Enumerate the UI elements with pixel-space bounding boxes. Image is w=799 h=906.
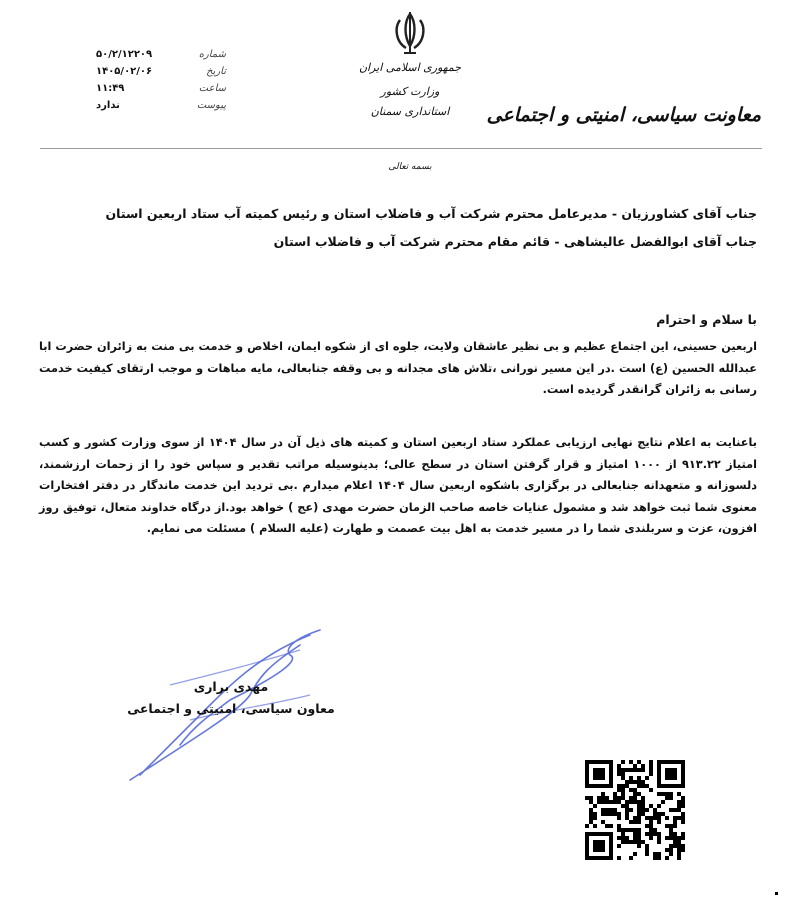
meta-attachment-row: [96, 97, 226, 114]
meta-attachment-label: پیوست: [196, 100, 226, 111]
header-ministry: وزارت کشور: [380, 85, 440, 98]
meta-number-value: ۵۰/۲/۱۲۲۰۹: [96, 49, 153, 60]
meta-time-label: ساعت: [198, 83, 226, 94]
signature-block: [121, 676, 341, 720]
greeting: با سلام و احترام: [656, 312, 757, 327]
iran-emblem-icon: [390, 10, 430, 56]
meta-time-row: [96, 80, 226, 97]
corner-dot: [775, 892, 778, 895]
header-divider: [40, 148, 762, 149]
meta-date-label: تاریخ: [206, 66, 226, 77]
meta-attachment-value: ندارد: [96, 100, 120, 111]
meta-time-value: ۱۱:۴۹: [96, 83, 125, 94]
signer-title: معاون سیاسی، امنیتی و اجتماعی: [127, 701, 335, 716]
body-paragraph-2: باعنایت به اعلام نتایج نهایی ارزیابی عملکرد ستاد اربعین استان و کمیته های ذیل آن در سال ۱۴۰۴ از سوی وزارت کشور و کسب امتیاز ۹۱۳.۲۲ از ۱۰۰۰ امتیاز و قرار گرفتن استان در سطح عالی؛ بدینوسیله مراتب تقدیر و سپاس خود را از زحمات ارزشمند، دلسوزانه و متعهدانه جنابعالی در برگزاری باشکوه اربعین سال ۱۴۰۴ اعلام میدارم .بی تردید این خدمت ماندگار در دفتر افتخارات معنوی شما ثبت خواهد شد و مشمول عنایات خاصه صاحب الزمان حضرت مهدی (عج ) خواهد بود.از درگاه خداوند متعال، توفیق روز افزون، عزت و سربلندی شما را در مسیر خدمت به اهل بیت عصمت و طهارت (علیه السلام ) مسئلت می نمایم.: [39, 436, 757, 535]
meta-number-row: [96, 46, 226, 63]
department-title: معاونت سیاسی، امنیتی و اجتماعی: [486, 104, 761, 126]
header-country: جمهوری اسلامی ایران: [358, 61, 462, 74]
meta-date-value: ۱۴۰۵/۰۲/۰۶: [96, 66, 153, 77]
addressee-2: جناب آقای ابوالفضل عالیشاهی - قائم مقام محترم شرکت آب و فاضلاب استان: [273, 234, 757, 249]
signer-name: مهدی براری: [193, 679, 269, 694]
basmala: بسمه تعالی: [388, 162, 432, 172]
body-paragraph-1: اربعین حسینی، این اجتماع عظیم و بی نظیر عاشقان ولایت، جلوه ای از شکوه ایمان، اخلاص و خدمت بی منت به زائران حضرت ابا عبدالله الحسین (ع) است .در این مسیر نورانی ،تلاش های مجدانه و بی وقفه جنابعالی، مایه مباهات و موجب ارتقای کیفیت خدمت رسانی به زائران گرانقدر گردیده است.: [39, 340, 757, 396]
qr-code: [585, 760, 685, 860]
letter-meta: [96, 46, 226, 114]
meta-date-row: [96, 63, 226, 80]
header-office: استانداری سمنان: [370, 105, 450, 118]
addressee-1: جناب آقای کشاورزیان - مدیرعامل محترم شرکت آب و فاضلاب استان و رئیس کمیته آب ستاد اربعین استان: [105, 206, 757, 221]
meta-number-label: شماره: [198, 49, 226, 60]
